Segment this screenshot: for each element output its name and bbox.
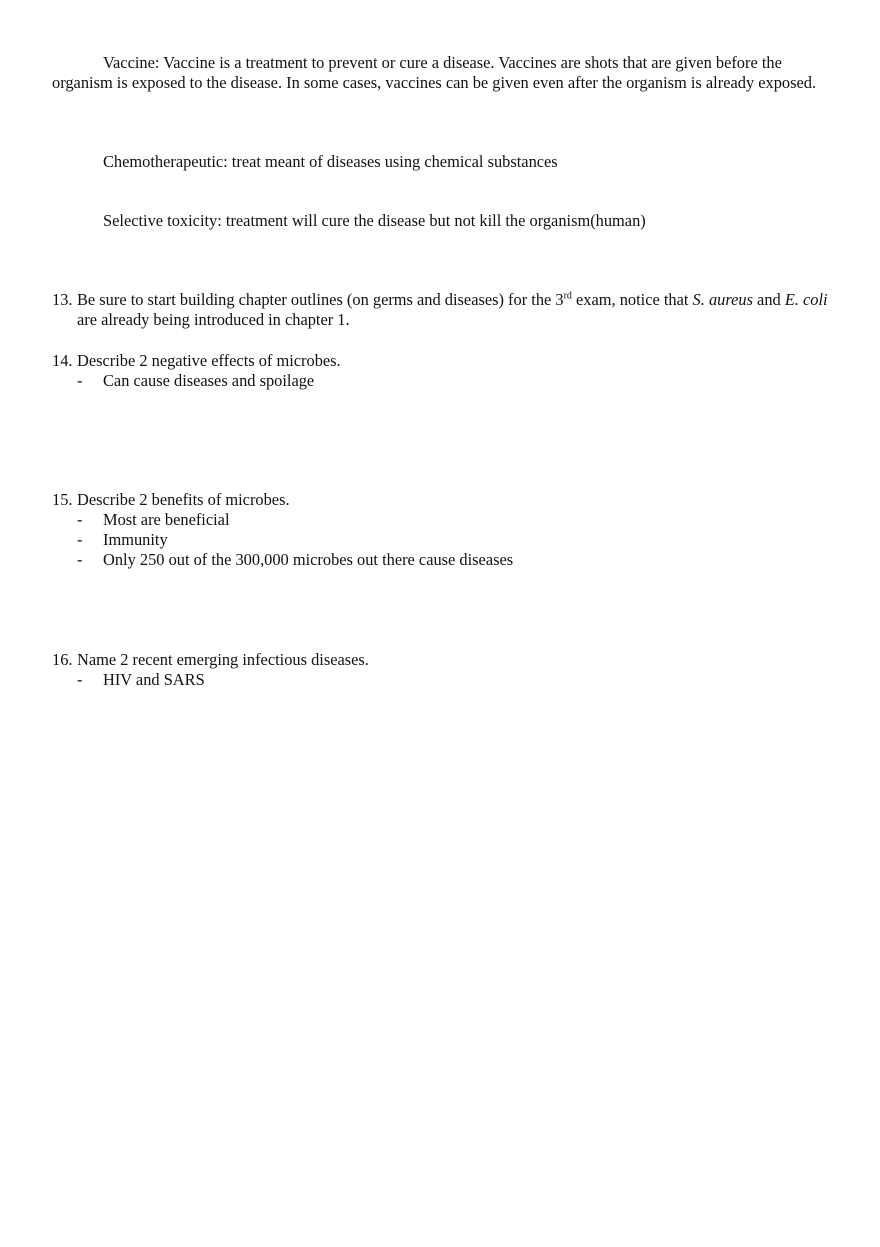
question-16-text <box>52 650 832 670</box>
question-text: Name 2 recent emerging infectious diseases. <box>77 650 369 669</box>
species-name: S. aureus <box>692 290 753 309</box>
answer-bullet <box>52 550 832 570</box>
question-number: 16. <box>52 650 73 669</box>
answer-text: HIV and SARS <box>103 670 205 689</box>
question-14 <box>52 351 832 391</box>
question-15 <box>52 490 832 570</box>
question-13-part: are already being introduced in chapter 1. <box>77 310 350 329</box>
selective-toxicity-definition: Selective toxicity: treatment will cure the disease but not kill the organism(human) <box>103 211 646 230</box>
question-text: Describe 2 benefits of microbes. <box>77 490 290 509</box>
answer-text: Most are beneficial <box>103 510 230 529</box>
question-15-text <box>52 490 832 510</box>
bullet-dash: - <box>77 550 83 569</box>
bullet-dash: - <box>77 510 83 529</box>
answer-text: Only 250 out of the 300,000 microbes out there cause diseases <box>103 550 514 569</box>
question-number: 14. <box>52 351 73 370</box>
question-13-text <box>52 290 832 330</box>
answer-text: Immunity <box>103 530 168 549</box>
answer-bullet <box>52 371 832 391</box>
bullet-dash: - <box>77 670 83 689</box>
ordinal-superscript: rd <box>563 290 572 302</box>
chemotherapeutic-definition: Chemotherapeutic: treat meant of diseases using chemical substances <box>103 152 558 171</box>
answer-bullet <box>52 670 832 690</box>
vaccine-definition: Vaccine: Vaccine is a treatment to prevent or cure a disease. Vaccines are shots that are given before the organism is exposed to the disease. In some cases, vaccines can be given even after the organism is already exposed. <box>52 53 817 92</box>
bullet-dash: - <box>77 371 83 390</box>
question-13-part: exam, notice that <box>571 290 693 309</box>
question-14-text <box>52 351 832 371</box>
question-13-part: Be sure to start building chapter outlines (on germs and diseases) for the 3 <box>77 290 564 309</box>
answer-bullet <box>52 530 832 550</box>
question-text: Describe 2 negative effects of microbes. <box>77 351 341 370</box>
bullet-dash: - <box>77 530 83 549</box>
answer-text: Can cause diseases and spoilage <box>103 371 315 390</box>
question-16 <box>52 650 832 690</box>
question-number: 13. <box>52 290 73 309</box>
species-name: E. coli <box>784 290 828 309</box>
question-13-part: and <box>752 290 785 309</box>
answer-bullet <box>52 510 832 530</box>
question-number: 15. <box>52 490 73 509</box>
question-13 <box>52 290 832 330</box>
